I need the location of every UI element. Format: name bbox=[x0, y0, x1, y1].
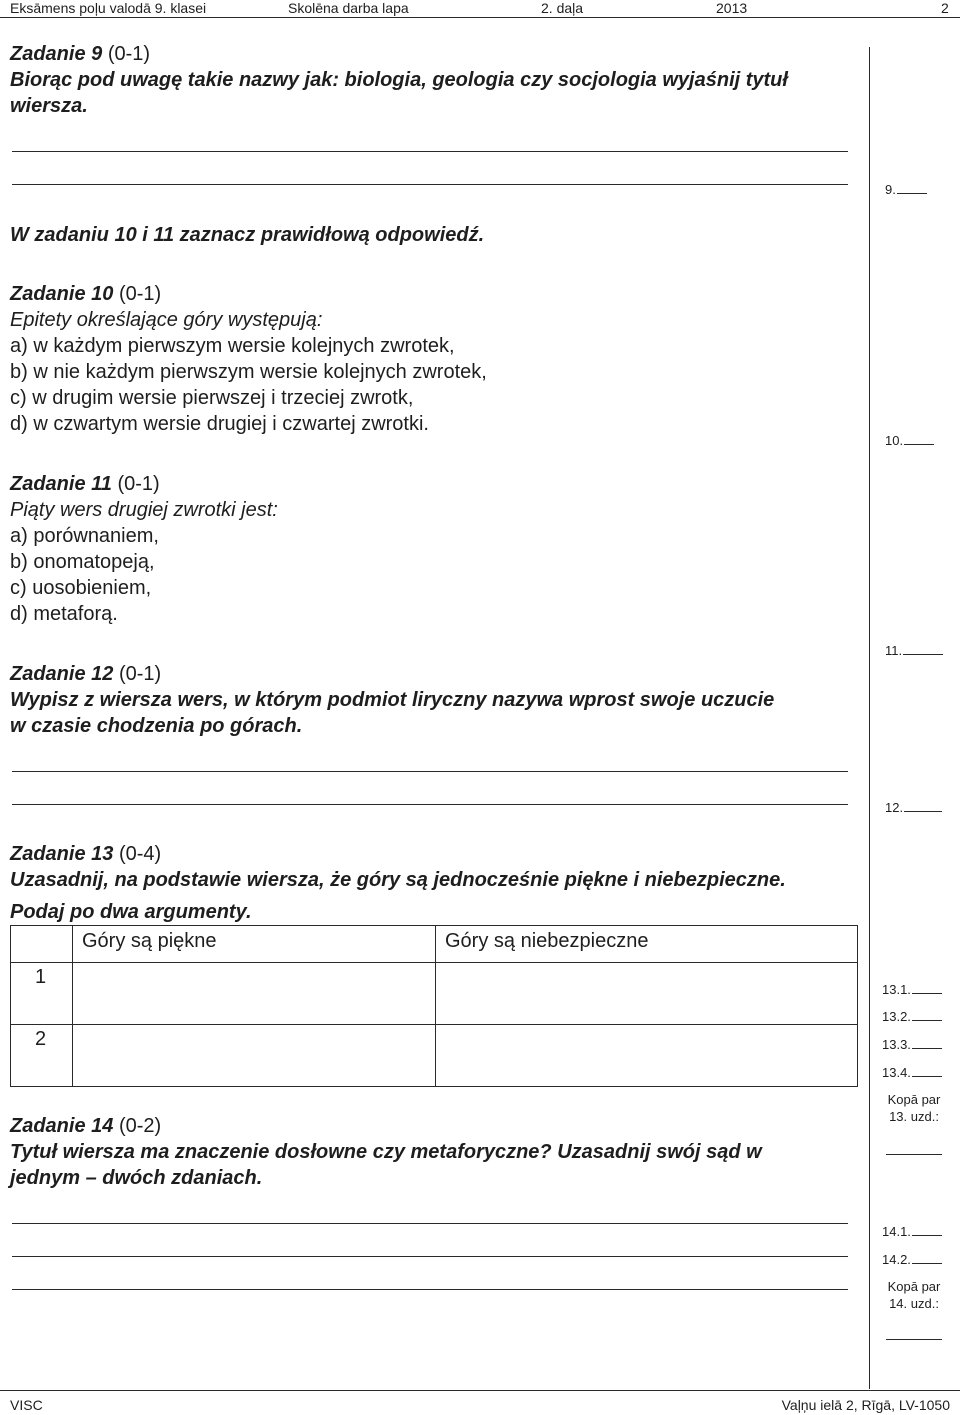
score-13-1-label: 13.1. bbox=[882, 982, 911, 997]
score-9 bbox=[885, 182, 927, 197]
score-10-blank[interactable] bbox=[904, 443, 934, 445]
task10-option-b[interactable]: b) w nie każdym pierwszym wersie kolejnych zwrotek, bbox=[10, 361, 487, 383]
task9-question-line1: Biorąc pod uwagę takie nazwy jak: biologia, geologia czy socjologia wyjaśnij tytuł bbox=[10, 69, 788, 91]
task10-option-c[interactable]: c) w drugim wersie pierwszej i trzeciej zwrotk, bbox=[10, 387, 414, 409]
table-cell-dangerous-2[interactable] bbox=[436, 1025, 856, 1085]
table-row-number-2: 2 bbox=[35, 1028, 47, 1050]
score-13-4-blank[interactable] bbox=[912, 1075, 942, 1077]
score-14-total-blank[interactable] bbox=[886, 1339, 942, 1340]
table-header-beautiful: Góry są piękne bbox=[82, 930, 217, 952]
score-13-4-label: 13.4. bbox=[882, 1065, 911, 1080]
score-14-2-label: 14.2. bbox=[882, 1252, 911, 1267]
task13-question-line1: Uzasadnij, na podstawie wiersza, że góry są jednocześnie piękne i niebezpieczne. bbox=[10, 869, 786, 891]
score-11 bbox=[885, 643, 943, 658]
score-10 bbox=[885, 433, 934, 448]
task13-question-line2: Podaj po dwa argumenty. bbox=[10, 901, 252, 923]
header-worksheet-label: Skolēna darba lapa bbox=[288, 0, 409, 16]
score-13-total-blank[interactable] bbox=[886, 1154, 942, 1155]
task12-question-line1: Wypisz z wiersza wers, w którym podmiot liryczny nazywa wprost swoje uczucie bbox=[10, 689, 775, 711]
task10-question: Epitety określające góry występują: bbox=[10, 309, 323, 331]
score-column-divider bbox=[869, 47, 870, 1389]
table-header-dangerous: Góry są niebezpieczne bbox=[445, 930, 649, 952]
task12-heading bbox=[10, 661, 161, 687]
task11-title: Zadanie 11 bbox=[10, 473, 112, 495]
task10-title: Zadanie 10 bbox=[10, 283, 114, 305]
task9-points: (0-1) bbox=[107, 43, 151, 65]
task11-option-a[interactable]: a) porównaniem, bbox=[10, 525, 159, 547]
score-14-total-label-1: Kopā par bbox=[887, 1279, 941, 1294]
instruction-text: W zadaniu 10 i 11 zaznacz prawidłową odpowiedź. bbox=[10, 224, 485, 246]
task14-heading bbox=[10, 1113, 161, 1139]
task14-answer-line-1[interactable] bbox=[12, 1223, 848, 1224]
task14-answer-line-3[interactable] bbox=[12, 1289, 848, 1290]
task14-question-line1: Tytuł wiersza ma znaczenie dosłowne czy metaforyczne? Uzasadnij swój sąd w bbox=[10, 1141, 762, 1163]
score-13-3-label: 13.3. bbox=[882, 1037, 911, 1052]
task14-title: Zadanie 14 bbox=[10, 1115, 114, 1137]
task9-question-line2: wiersza. bbox=[10, 95, 88, 117]
task11-option-d[interactable]: d) metaforą. bbox=[10, 603, 118, 625]
score-14-1-label: 14.1. bbox=[882, 1224, 911, 1239]
task10-points: (0-1) bbox=[118, 283, 162, 305]
task14-points: (0-2) bbox=[118, 1115, 162, 1137]
score-13-4 bbox=[882, 1065, 942, 1080]
score-13-1-blank[interactable] bbox=[912, 992, 942, 994]
score-14-2 bbox=[882, 1252, 942, 1267]
task12-title: Zadanie 12 bbox=[10, 663, 114, 685]
score-13-1 bbox=[882, 982, 942, 997]
score-13-3 bbox=[882, 1037, 942, 1052]
task11-question: Piąty wers drugiej zwrotki jest: bbox=[10, 499, 278, 521]
score-11-blank[interactable] bbox=[903, 653, 943, 655]
score-10-label: 10. bbox=[885, 433, 904, 448]
task9-title: Zadanie 9 bbox=[10, 43, 103, 65]
task13-points: (0-4) bbox=[118, 843, 162, 865]
task10-heading bbox=[10, 281, 161, 307]
task14-question-line2: jednym – dwóch zdaniach. bbox=[10, 1167, 263, 1189]
task9-heading bbox=[10, 41, 150, 67]
task12-answer-line-1[interactable] bbox=[12, 771, 848, 772]
task11-heading bbox=[10, 471, 160, 497]
score-13-total-label-1: Kopā par bbox=[887, 1092, 941, 1107]
score-9-label: 9. bbox=[885, 182, 896, 197]
header-exam-title: Eksāmens poļu valodā 9. klasei bbox=[10, 0, 207, 16]
table-rule-right bbox=[857, 925, 858, 1087]
task12-points: (0-1) bbox=[118, 663, 162, 685]
table-rule-bottom bbox=[10, 1086, 858, 1087]
score-12 bbox=[885, 800, 942, 815]
score-14-total-label-2: 14. uzd.: bbox=[889, 1296, 939, 1311]
table-rule-top bbox=[10, 925, 858, 926]
score-13-2-label: 13.2. bbox=[882, 1009, 911, 1024]
table-cell-beautiful-1[interactable] bbox=[73, 963, 434, 1023]
task10-option-d[interactable]: d) w czwartym wersie drugiej i czwartej zwrotki. bbox=[10, 413, 429, 435]
header-year: 2013 bbox=[716, 0, 748, 16]
task13-heading bbox=[10, 841, 161, 867]
score-11-label: 11. bbox=[885, 643, 903, 658]
header-part: 2. daļa bbox=[541, 0, 584, 16]
table-rule-left bbox=[10, 925, 11, 1087]
task14-answer-line-2[interactable] bbox=[12, 1256, 848, 1257]
score-14-1-blank[interactable] bbox=[912, 1234, 942, 1236]
table-cell-beautiful-2[interactable] bbox=[73, 1025, 434, 1085]
task11-points: (0-1) bbox=[117, 473, 160, 495]
footer-address: Vaļņu ielā 2, Rīgā, LV-1050 bbox=[781, 1397, 950, 1413]
table-cell-dangerous-1[interactable] bbox=[436, 963, 856, 1023]
score-12-blank[interactable] bbox=[904, 810, 942, 812]
task9-answer-line-2[interactable] bbox=[12, 184, 848, 185]
task12-question-line2: w czasie chodzenia po górach. bbox=[10, 715, 303, 737]
task11-option-b[interactable]: b) onomatopeją, bbox=[10, 551, 155, 573]
footer-organization: VISC bbox=[10, 1397, 43, 1413]
task12-answer-line-2[interactable] bbox=[12, 804, 848, 805]
score-14-1 bbox=[882, 1224, 942, 1239]
score-9-blank[interactable] bbox=[897, 192, 927, 194]
task11-option-c[interactable]: c) uosobieniem, bbox=[10, 577, 152, 599]
score-14-2-blank[interactable] bbox=[912, 1262, 942, 1264]
score-12-label: 12. bbox=[885, 800, 904, 815]
task9-answer-line-1[interactable] bbox=[12, 151, 848, 152]
header-page-number: 2 bbox=[941, 0, 949, 16]
header-rule bbox=[0, 17, 960, 18]
score-13-total-label-2: 13. uzd.: bbox=[889, 1109, 939, 1124]
score-13-2 bbox=[882, 1009, 942, 1024]
task10-option-a[interactable]: a) w każdym pierwszym wersie kolejnych zwrotek, bbox=[10, 335, 455, 357]
task13-title: Zadanie 13 bbox=[10, 843, 114, 865]
score-13-2-blank[interactable] bbox=[912, 1019, 942, 1021]
table-row-number-1: 1 bbox=[35, 966, 47, 988]
footer-rule bbox=[0, 1390, 960, 1391]
score-13-3-blank[interactable] bbox=[912, 1047, 942, 1049]
